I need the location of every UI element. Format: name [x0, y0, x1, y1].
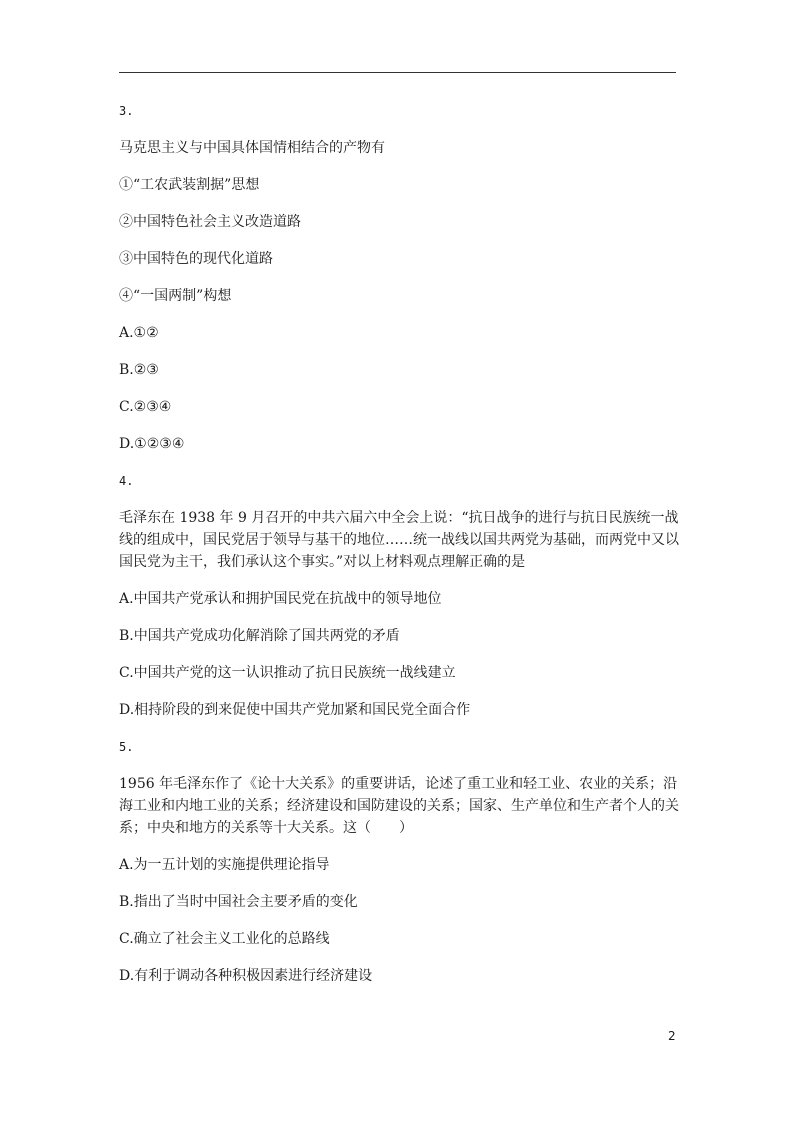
- option-b: B.指出了当时中国社会主要矛盾的变化: [119, 894, 358, 910]
- question-number: 3.: [119, 104, 134, 118]
- option-a: A.①②: [119, 325, 159, 341]
- question-3: [119, 100, 677, 455]
- statement-item: ④“一国两制”构想: [119, 288, 232, 304]
- statement-item: ③中国特色的现代化道路: [119, 251, 273, 267]
- question-4: [119, 470, 677, 721]
- stem-line: 国民党为主干，我们承认这个事实。”对以上材料观点理解正确的是: [119, 554, 526, 570]
- stem-line: 海工业和内地工业的关系；经济建设和国防建设的关系；国家、生产单位和生产者个人的关: [119, 798, 679, 814]
- page-content: [119, 100, 677, 1002]
- question-stem: [119, 507, 677, 573]
- option-d: D.相持阶段的到来促使中国共产党加紧和国民党全面合作: [119, 702, 471, 718]
- stem-line: 1956 年毛泽东作了《论十大关系》的重要讲话，论述了重工业和轻工业、农业的关系；沿: [119, 776, 678, 792]
- option-b: B.②③: [119, 362, 159, 378]
- option-a: A.为一五计划的实施提供理论指导: [119, 857, 330, 873]
- page-number: 2: [668, 1029, 676, 1043]
- option-d: D.有利于调动各种积极因素进行经济建设: [119, 968, 373, 984]
- option-d: D.①②③④: [119, 436, 185, 452]
- question-stem: 马克思主义与中国具体国情相结合的产物有: [119, 140, 385, 156]
- statement-item: ②中国特色社会主义改造道路: [119, 214, 301, 230]
- option-c: C.②③④: [119, 399, 172, 415]
- option-c: C.确立了社会主义工业化的总路线: [119, 931, 330, 947]
- question-5: [119, 736, 677, 987]
- option-c: C.中国共产党的这一认识推动了抗日民族统一战线建立: [119, 665, 456, 681]
- stem-line: 系；中央和地方的关系等十大关系。这（ ）: [119, 820, 413, 836]
- stem-line: 毛泽东在 1938 年 9 月召开的中共六届六中全会上说：“抗日战争的进行与抗日民族统一战: [119, 510, 679, 526]
- question-stem: [119, 773, 677, 839]
- option-b: B.中国共产党成功化解消除了国共两党的矛盾: [119, 628, 400, 644]
- question-number: 4.: [119, 474, 134, 488]
- question-number: 5.: [119, 740, 134, 754]
- header-rule: [119, 72, 676, 73]
- option-a: A.中国共产党承认和拥护国民党在抗战中的领导地位: [119, 591, 442, 607]
- statement-item: ①“工农武装割据”思想: [119, 177, 260, 193]
- stem-line: 线的组成中，国民党居于领导与基干的地位……统一战线以国共两党为基础，而两党中又以: [119, 532, 679, 548]
